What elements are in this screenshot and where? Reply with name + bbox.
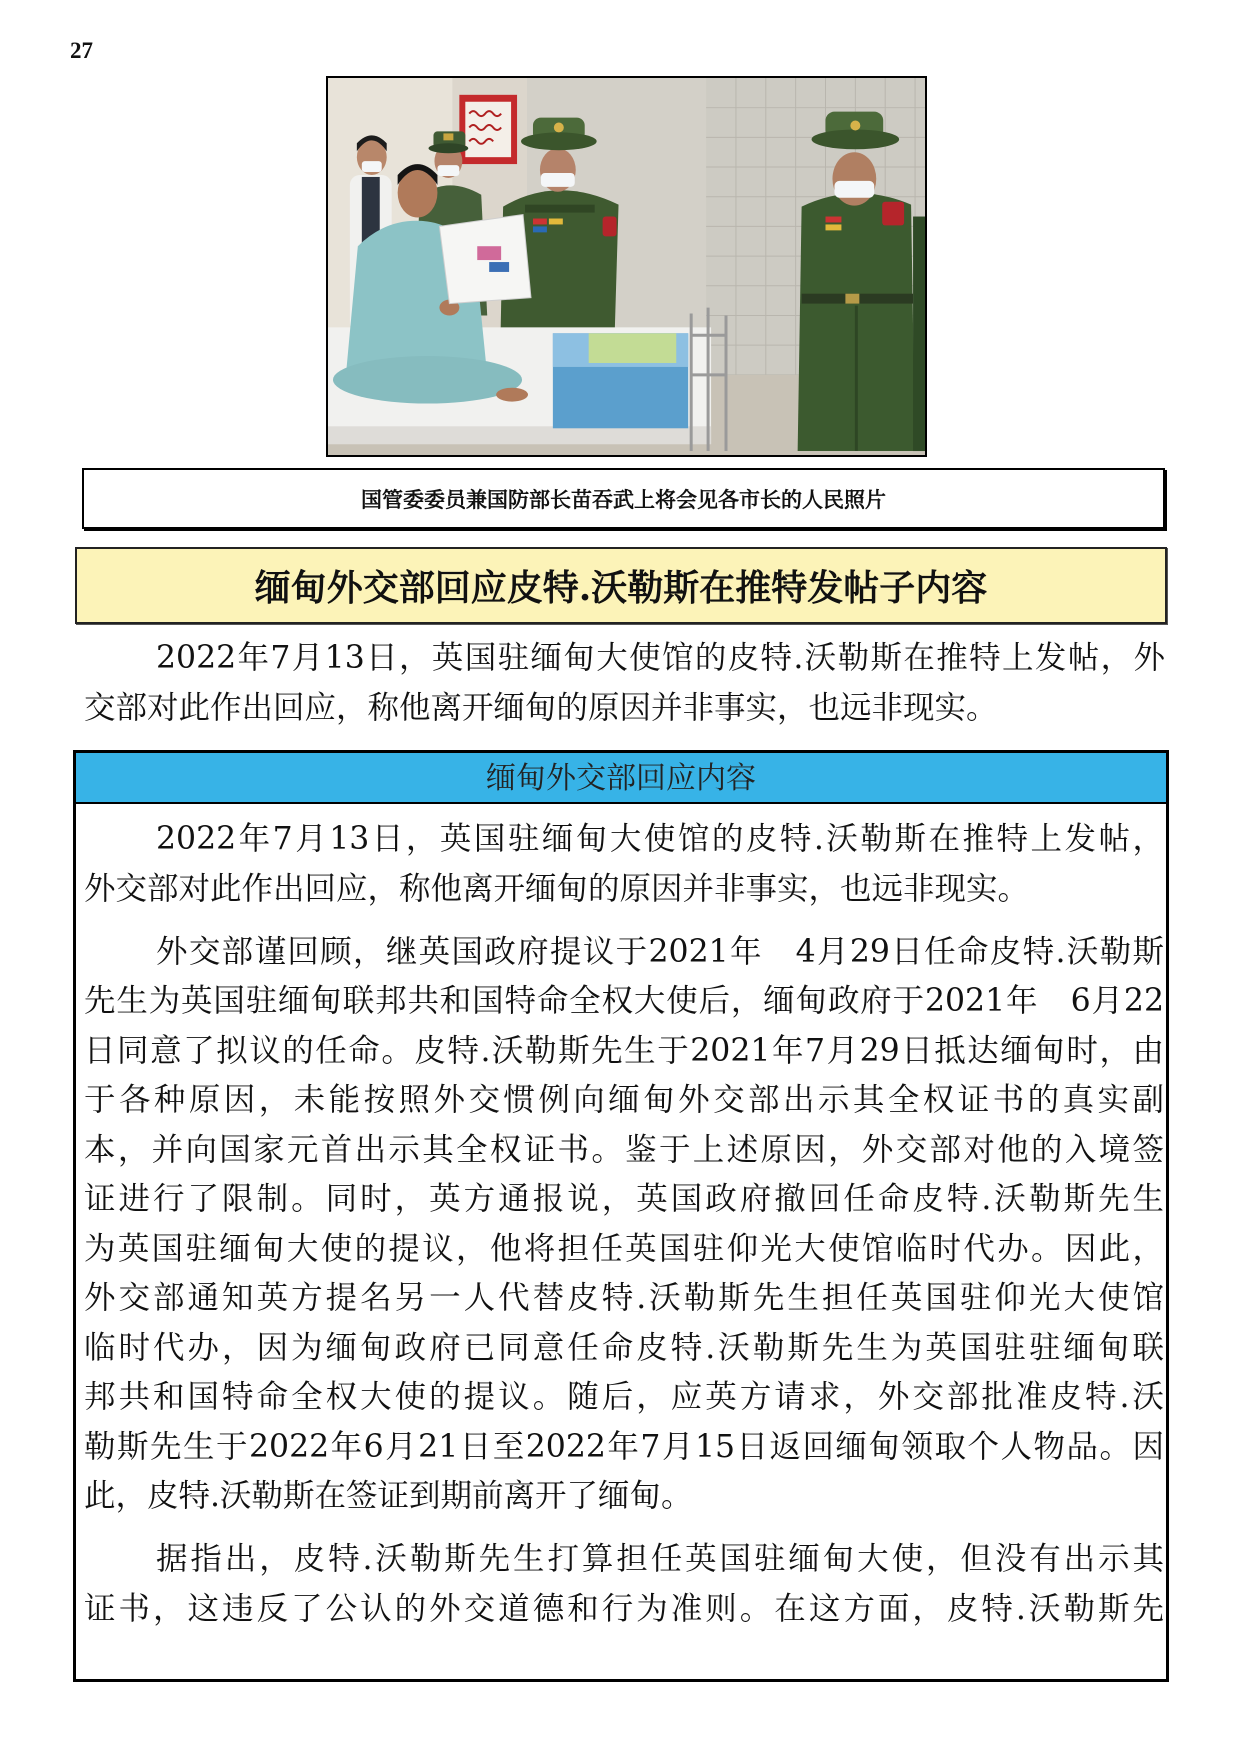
p1-line-1: 2022年7月13日，英国驻缅甸大使馆的皮特.沃勒斯在推特上发帖， bbox=[156, 821, 1164, 857]
gift-paper bbox=[439, 215, 531, 304]
p2-line-4: 于各种原因，未能按照外交惯例向缅甸外交部出示其全权证书的真实副 bbox=[84, 1082, 1164, 1118]
p2-line-10: 邦共和国特命全权大使的提议。随后，应英方请求，外交部批准皮特.沃 bbox=[84, 1379, 1164, 1415]
p2-line-2: 先生为英国驻缅甸联邦共和国特命全权大使后，缅甸政府于2021年 6月22 bbox=[84, 983, 1164, 1019]
p3-line-1: 据指出，皮特.沃勒斯先生打算担任英国驻缅甸大使，但没有出示其 bbox=[156, 1541, 1164, 1577]
photo-scene bbox=[328, 78, 925, 455]
photo-caption-text: 国管委委员兼国防部长苗吞武上将会见各市长的人民照片 bbox=[361, 488, 886, 512]
intro-line-1: 2022年7月13日，英国驻缅甸大使馆的皮特.沃勒斯在推特上发帖，外 bbox=[156, 640, 1165, 676]
statement-box bbox=[73, 750, 1169, 1682]
statement-paragraph-2 bbox=[84, 928, 1164, 1522]
p3-line-2: 证书，这违反了公认的外交道德和行为准则。在这方面，皮特.沃勒斯先 bbox=[84, 1590, 1164, 1627]
p2-line-12: 此，皮特.沃勒斯在签证到期前离开了缅甸。 bbox=[84, 1478, 693, 1514]
statement-body bbox=[76, 804, 1166, 1634]
p2-line-6: 证进行了限制。同时，英方通报说，英国政府撤回任命皮特.沃勒斯先生 bbox=[84, 1181, 1164, 1217]
statement-paragraph-1 bbox=[84, 815, 1164, 914]
statement-header: 缅甸外交部回应内容 bbox=[76, 753, 1166, 804]
p1-line-2: 外交部对此作出回应，称他离开缅甸的原因并非事实，也远非现实。 bbox=[84, 870, 1030, 907]
p2-line-7: 为英国驻缅甸大使的提议，他将担任英国驻仰光大使馆临时代办。因此， bbox=[84, 1230, 1164, 1267]
news-photo bbox=[326, 76, 927, 457]
p2-line-3: 日同意了拟议的任命。皮特.沃勒斯先生于2021年7月29日抵达缅甸时，由 bbox=[84, 1032, 1164, 1069]
p2-line-11: 勒斯先生于2022年6月21日至2022年7月15日返回缅甸领取个人物品。因 bbox=[84, 1428, 1164, 1465]
p2-line-1: 外交部谨回顾，继英国政府提议于2021年 4月29日任命皮特.沃勒斯 bbox=[156, 933, 1164, 970]
intro-line-2: 交部对此作出回应，称他离开缅甸的原因并非事实，也远非现实。 bbox=[84, 690, 998, 726]
intro-paragraph bbox=[84, 633, 1165, 733]
title-box bbox=[75, 547, 1167, 624]
p2-line-9: 临时代办，因为缅甸政府已同意任命皮特.沃勒斯先生为英国驻驻缅甸联 bbox=[84, 1329, 1164, 1366]
p2-line-8: 外交部通知英方提名另一人代替皮特.沃勒斯先生担任英国驻仰光大使馆 bbox=[84, 1280, 1164, 1316]
page-number: 27 bbox=[70, 38, 93, 63]
red-banner bbox=[459, 95, 517, 164]
article-title: 缅甸外交部回应皮特.沃勒斯在推特发帖子内容 bbox=[254, 567, 988, 609]
statement-paragraph-3 bbox=[84, 1535, 1164, 1634]
p2-line-5: 本，并向国家元首出示其全权证书。鉴于上述原因，外交部对他的入境签 bbox=[84, 1131, 1164, 1168]
photo-caption bbox=[82, 468, 1165, 529]
